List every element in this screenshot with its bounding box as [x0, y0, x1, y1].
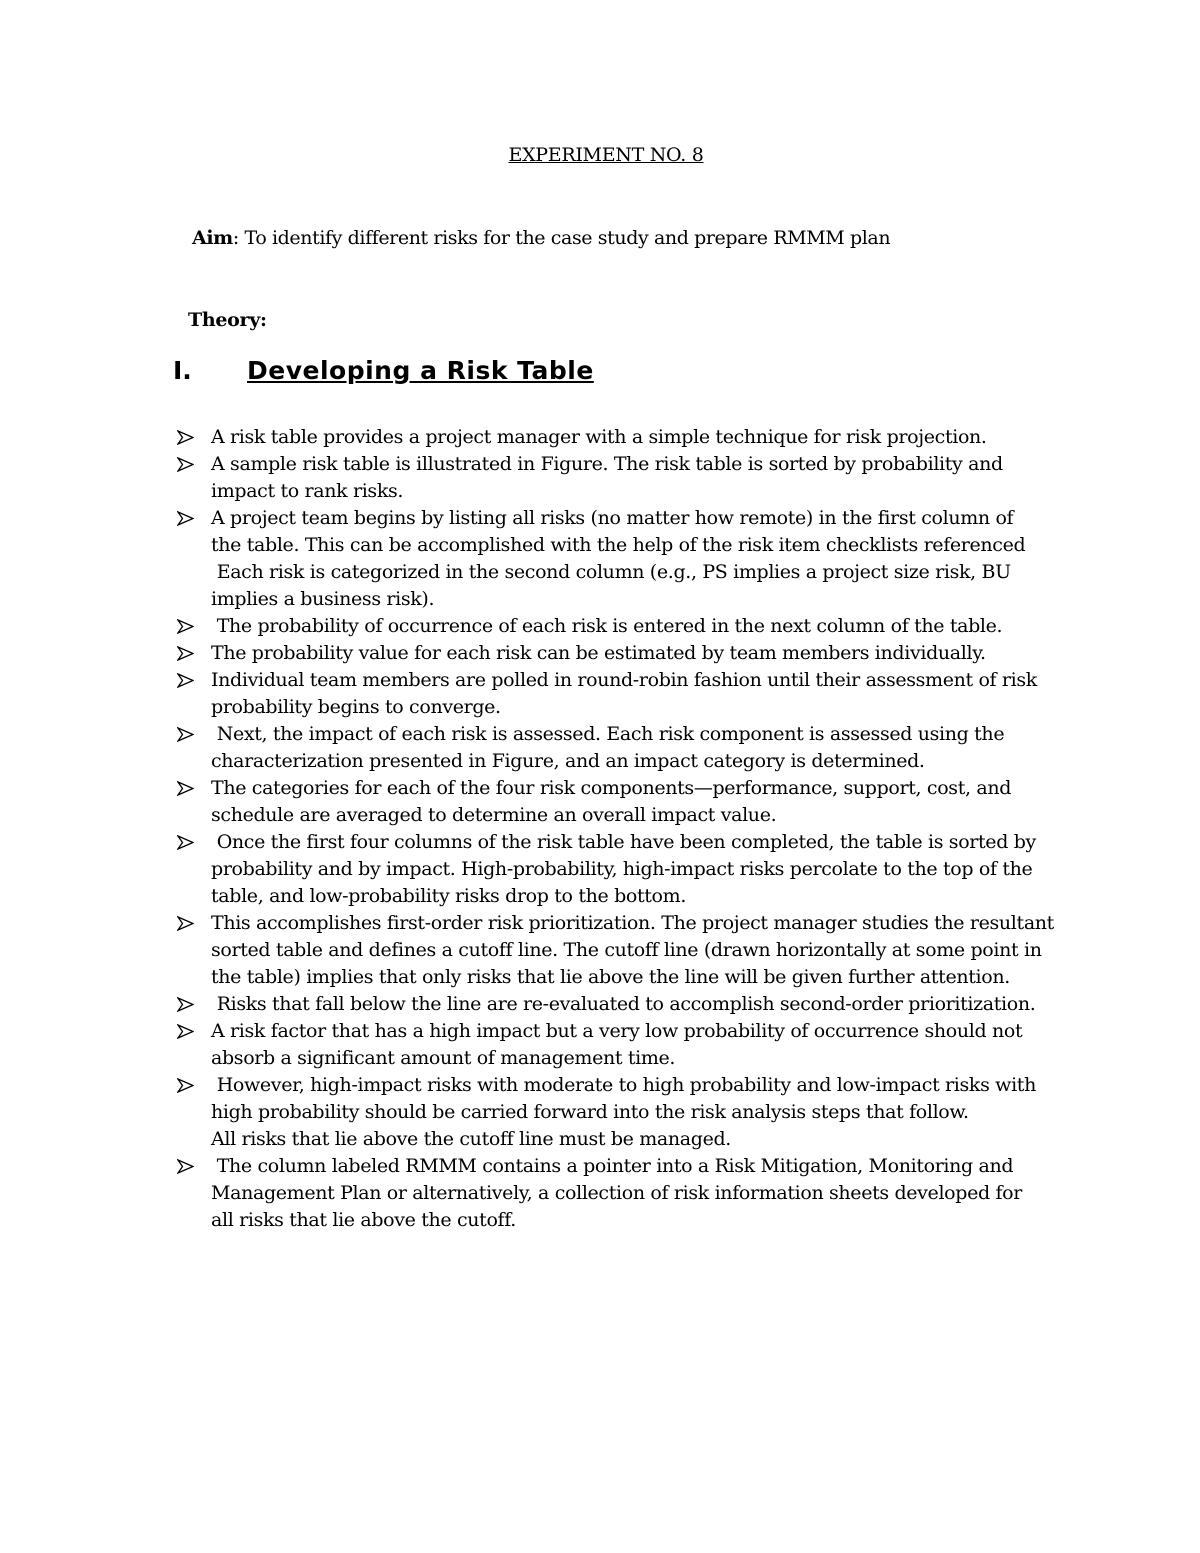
bullet-item — [0, 775, 1061, 829]
arrowhead-bullet-icon — [176, 1072, 198, 1099]
bullet-item — [0, 991, 1061, 1018]
bullet-text-line: This accomplishes first-order risk prioritization. The project manager studies the resultant — [211, 912, 1054, 934]
section-number: I. — [173, 356, 192, 385]
aim-label: Aim — [192, 227, 233, 249]
bullet-text-line: impact to rank risks. — [211, 480, 404, 502]
bullet-item — [0, 424, 1061, 451]
arrowhead-bullet-icon — [176, 1018, 198, 1045]
bullet-text-line: Management Plan or alternatively, a collection of risk information sheets developed for — [211, 1182, 1022, 1204]
bullet-text-line: All risks that lie above the cutoff line must be managed. — [211, 1128, 731, 1150]
bullet-text-line: sorted table and defines a cutoff line. The cutoff line (drawn horizontally at some point in — [211, 939, 1042, 961]
bullet-text-line: probability begins to converge. — [211, 696, 501, 718]
arrowhead-bullet-icon — [176, 613, 198, 640]
arrowhead-bullet-icon — [176, 910, 198, 937]
bullet-text-line: A sample risk table is illustrated in Figure. The risk table is sorted by probability and — [211, 453, 1003, 475]
bullet-item — [0, 613, 1061, 640]
bullet-item — [0, 721, 1061, 775]
bullet-text-line: Risks that fall below the line are re-evaluated to accomplish second-order prioritization. — [211, 993, 1036, 1015]
bullet-text-line: characterization presented in Figure, and an impact category is determined. — [211, 750, 925, 772]
bullet-text-line: the table) implies that only risks that lie above the line will be given further attention. — [211, 966, 1010, 988]
bullet-text-line: Individual team members are polled in round-robin fashion until their assessment of risk — [211, 669, 1037, 691]
arrowhead-bullet-icon — [176, 775, 198, 802]
arrowhead-bullet-icon — [176, 829, 198, 856]
bullet-item — [0, 1072, 1061, 1153]
bullet-text-line: The categories for each of the four risk components—performance, support, cost, and — [211, 777, 1012, 799]
arrowhead-bullet-icon — [176, 721, 198, 748]
bullet-text-line: Next, the impact of each risk is assessed. Each risk component is assessed using the — [211, 723, 1005, 745]
section-heading — [173, 356, 594, 385]
bullet-text-line: table, and low-probability risks drop to the bottom. — [211, 885, 687, 907]
section-heading-text: Developing a Risk Table — [247, 356, 594, 385]
bullet-item — [0, 505, 1061, 613]
bullet-item — [0, 667, 1061, 721]
bullet-text-line: all risks that lie above the cutoff. — [211, 1209, 516, 1231]
aim-text: : To identify different risks for the case study and prepare RMMM plan — [232, 227, 891, 249]
bullet-text-line: Each risk is categorized in the second column (e.g., PS implies a project size risk, BU — [211, 561, 1011, 583]
bullet-text-line: A risk factor that has a high impact but a very low probability of occurrence should not — [211, 1020, 1023, 1042]
bullet-item — [0, 829, 1061, 910]
bullet-item — [0, 1153, 1061, 1234]
arrowhead-bullet-icon — [176, 1153, 198, 1180]
bullet-text-line: However, high-impact risks with moderate to high probability and low-impact risks with — [211, 1074, 1036, 1096]
bullet-text-line: A risk table provides a project manager with a simple technique for risk projection. — [211, 426, 987, 448]
bullet-text-line: high probability should be carried forward into the risk analysis steps that follow. — [211, 1101, 969, 1123]
bullet-item — [0, 1018, 1061, 1072]
bullet-text-line: Once the first four columns of the risk table have been completed, the table is sorted by — [211, 831, 1036, 853]
bullet-item — [0, 640, 1061, 667]
experiment-title: EXPERIMENT NO. 8 — [508, 144, 704, 166]
bullet-text-line: absorb a significant amount of management time. — [211, 1047, 676, 1069]
arrowhead-bullet-icon — [176, 667, 198, 694]
bullet-text-line: A project team begins by listing all risks (no matter how remote) in the first column of — [211, 507, 1014, 529]
bullet-text-line: The column labeled RMMM contains a pointer into a Risk Mitigation, Monitoring and — [211, 1155, 1014, 1177]
arrowhead-bullet-icon — [176, 505, 198, 532]
bullet-text-line: The probability value for each risk can be estimated by team members individually. — [211, 642, 986, 664]
bullet-text-line: The probability of occurrence of each risk is entered in the next column of the table. — [211, 615, 1003, 637]
arrowhead-bullet-icon — [176, 424, 198, 451]
bullet-item — [0, 910, 1061, 991]
arrowhead-bullet-icon — [176, 640, 198, 667]
theory-label: Theory: — [188, 309, 267, 331]
bullet-text-line: implies a business risk). — [211, 588, 435, 610]
arrowhead-bullet-icon — [176, 451, 198, 478]
bullet-item — [0, 451, 1061, 505]
bullet-text-line: probability and by impact. High-probability, high-impact risks percolate to the top of the — [211, 858, 1033, 880]
arrowhead-bullet-icon — [176, 991, 198, 1018]
bullet-text-line: the table. This can be accomplished with the help of the risk item checklists referenced — [211, 534, 1026, 556]
aim-statement — [192, 227, 890, 249]
bullet-text-line: schedule are averaged to determine an overall impact value. — [211, 804, 777, 826]
risk-table-bullet-list — [0, 424, 1200, 1234]
